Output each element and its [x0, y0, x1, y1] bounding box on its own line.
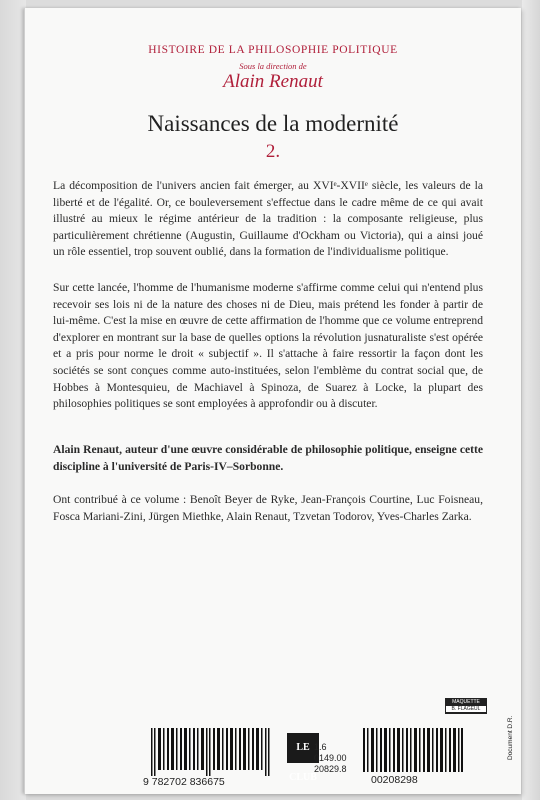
book-back-cover	[24, 8, 521, 794]
code-line-1: 1.6	[314, 742, 327, 752]
code-line-2: 0149.00	[314, 753, 347, 763]
author-note: Alain Renaut, auteur d'une œuvre considérable de philosophie politique, enseigne cette discipline à l'université de Paris-IV–Sorbonne.	[53, 443, 483, 473]
series-title: HISTOIRE DE LA PHILOSOPHIE POLITIQUE	[148, 44, 398, 56]
club-barcode-number: 00208298	[371, 774, 418, 786]
blurb-paragraph-2: Sur cette lancée, l'homme de l'humanisme moderne s'affirme comme celui qui n'entend plus recevoir ses lois ni de la nature des choses ni de Dieu, mais prétend les fonder à partir de lui-même. C'est la mise en œuvre de cette affirmation de l'homme que ce volume entreprend d'explorer en montrant sur la base de quelles options la révolution jusnaturaliste s'est opérée et a pris pour norme le droit « subjectif ». Il s'attache à faire ressortir la façon dont les sociétés se sont conçues comme auto-instituées, selon l'emblème du contrat social que, de Hobbes à Montesquieu, de Machiavel à Spinoza, de Suarez à Locke, la plupart des philosophies politiques se sont employées à approfondir ou à discuter.	[53, 281, 483, 411]
document-credit: Document D.R.	[507, 715, 514, 760]
book-title: Naissances de la modernité	[147, 111, 399, 136]
isbn-number: 9 782702 836675	[143, 776, 225, 788]
blurb-paragraph-1: La décomposition de l'univers ancien fait émerger, au XVIᵉ-XVIIᵉ siècle, les valeurs de la liberté et de l'égalité. Or, ce bouleversement s'effectue dans le cadre même de ce qui avait illustré au mieux le régime antérieur de la tradition : la composante religieuse, plus particulièrement chrétienne (Augustin, Guillaume d'Ockham ou Victoria), qui a ainsi joué un rôle essentiel, trop souvent oublié, dans la formation de l'individualisme politique.	[53, 179, 483, 259]
design-credit-sticker: MAQUETTE B. FLAGEUL	[445, 698, 487, 714]
le-club-logo: LE CLUB	[287, 733, 319, 763]
club-barcode-bars	[363, 728, 463, 772]
contributors-list: Ont contribué à ce volume : Benoît Beyer de Ryke, Jean-François Courtine, Luc Foisneau, Fosca Mariani-Zini, Jürgen Miethke, Alain Renaut, Tzvetan Todorov, Yves-Charles Zarka.	[53, 493, 483, 523]
background-wall-left	[0, 0, 26, 800]
direction-label: Sous la direction de	[239, 61, 307, 71]
isbn-barcode-bars	[151, 728, 271, 776]
background-wall-right	[522, 0, 540, 800]
price-codes	[314, 742, 347, 775]
volume-number: 2.	[265, 141, 281, 162]
editor-name: Alain Renaut	[223, 71, 323, 92]
code-line-3: 20829.8	[314, 764, 347, 774]
club-barcode	[363, 728, 463, 786]
isbn-barcode	[143, 728, 271, 788]
